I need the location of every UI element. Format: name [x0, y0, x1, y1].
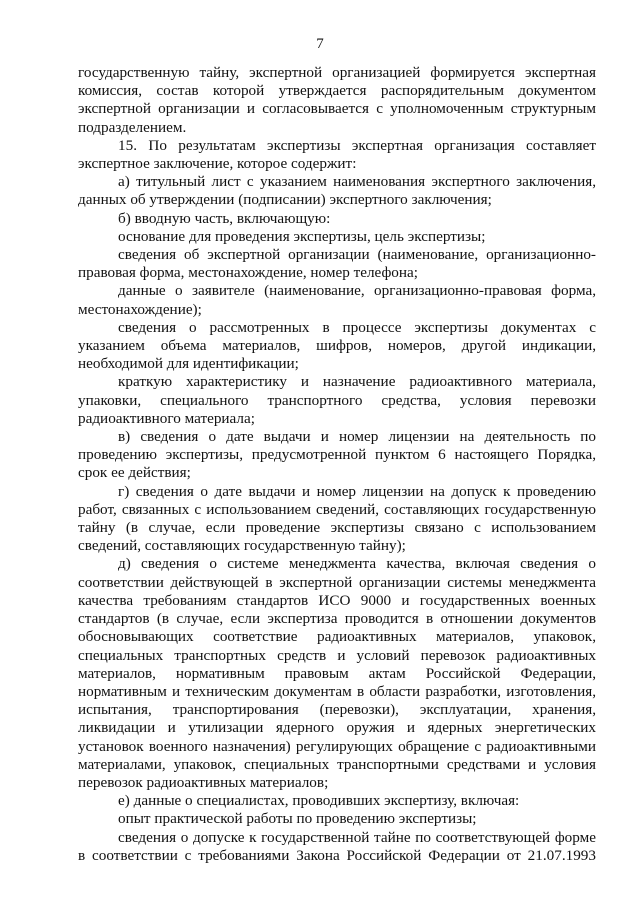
- paragraph-item-e: е) данные о специалистах, проводивших экспертизу, включая:: [118, 792, 520, 810]
- paragraph-clearance: сведения о допуске к государственной тайне по соответствующей форме в соответствии с требованиями Закона Российской Федерации от 21.07.1993: [78, 828, 596, 864]
- paragraph-basis: основание для проведения экспертизы, цель экспертизы;: [118, 227, 486, 245]
- paragraph-item-g: г) сведения о дате выдачи и номер лицензии на допуск к проведению работ, связанных с использованием сведений, составляющих государственную тайну (в случае, если проведение экспертизы связано с использованием сведений, составляющих государственную тайну);: [78, 482, 596, 555]
- paragraph-applicant: данные о заявителе (наименование, организационно-правовая форма, местонахождение);: [78, 282, 596, 318]
- paragraph-item-d: д) сведения о системе менеджмента качества, включая сведения о соответствии действующей в экспертной организации системы менеджмента качества требованиям стандартов ИСО 9000 и государственных военных стандартов (в случае, если экспертиза проводится в отношении документов обосновывающих соответствие радиоактивных материалов, упаковок, специальных транспортных средств и условий перевозок радиоактивных материалов, нормативным правовым актам Российской Федерации, нормативным и техническим документам в области разработки, изготовления, испытания, транспортирования (перевозки), эксплуатации, хранения, ликвидации и утилизации ядерного оружия и ядерных энергетических установок военного назначения) регулирующих обращение с радиоактивными материалами, упаковок, специальных транспортными средствами и условия перевозок радиоактивных материалов;: [78, 555, 596, 791]
- document-body: [78, 64, 596, 865]
- paragraph-item-15: 15. По результатам экспертизы экспертная организация составляет экспертное заключение, которое содержит:: [78, 136, 596, 173]
- paragraph-experience: опыт практической работы по проведению экспертизы;: [118, 810, 477, 828]
- paragraph-item-a: а) титульный лист с указанием наименования экспертного заключения, данных об утверждении (подписании) экспертного заключения;: [78, 173, 596, 209]
- paragraph-continuation: государственную тайну, экспертной организацией формируется экспертная комиссия, состав которой утверждается распорядительным документом экспертной организации и согласовывается с уполномоченным структурным подразделением.: [78, 64, 596, 136]
- page-number: 7: [316, 36, 324, 52]
- paragraph-item-b: б) вводную часть, включающую:: [118, 209, 331, 227]
- paragraph-characteristics: краткую характеристику и назначение радиоактивного материала, упаковки, специального транспортного средства, условия перевозки радиоактивного материала;: [78, 373, 596, 427]
- paragraph-expert-org: сведения об экспертной организации (наименование, организационно-правовая форма, местонахождение, номер телефона;: [78, 246, 596, 282]
- paragraph-item-v: в) сведения о дате выдачи и номер лицензии на деятельность по проведению экспертизы, предусмотренной пунктом 6 настоящего Порядка, срок ее действия;: [78, 428, 596, 482]
- paragraph-documents: сведения о рассмотренных в процессе экспертизы документах с указанием объема материалов, шифров, номеров, другой индикации, необходимой для идентификации;: [78, 318, 596, 373]
